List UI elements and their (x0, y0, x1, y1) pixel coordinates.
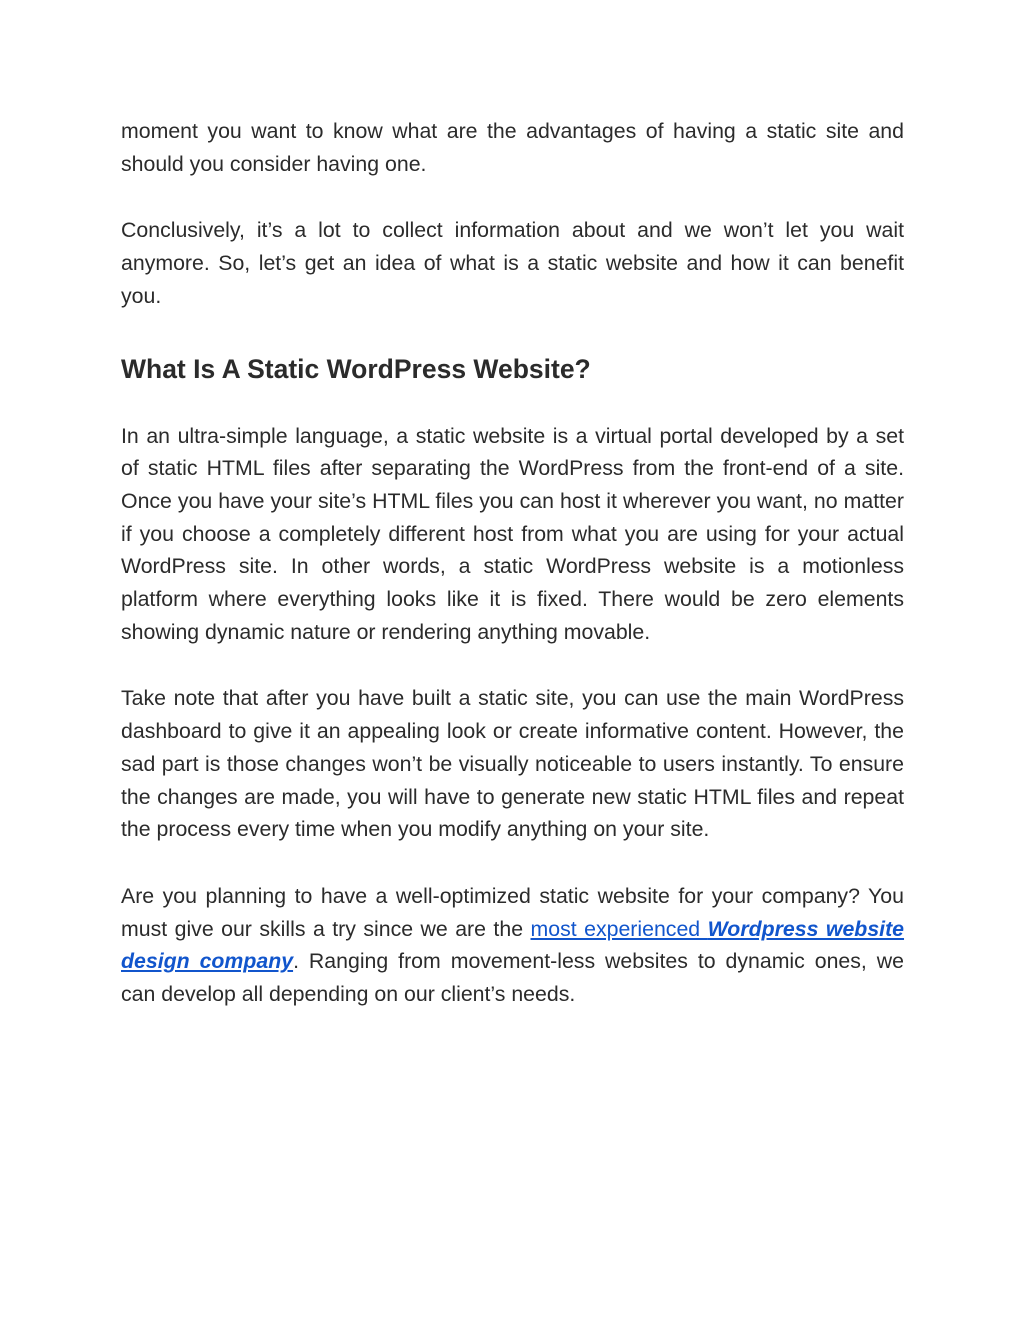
paragraph-cta (121, 880, 904, 1011)
paragraph-intro-tail: moment you want to know what are the advantages of having a static site and should you consider having one. (121, 119, 904, 176)
cta-text-end: . Ranging from movement-less websites to dynamic ones, we can develop all depending on our client’s needs. (121, 949, 904, 1007)
paragraph-definition: In an ultra-simple language, a static website is a virtual portal developed by a set of static HTML files after separating the WordPress from the front-end of a site. Once you have your site’s HTML files you can host it wherever you want, no matter if you choose a completely different host from what you are using for your actual WordPress site. In other words, a static WordPress website is a motionless platform where everything looks like it is fixed. There would be zero elements showing dynamic nature or rendering anything movable. (121, 423, 904, 644)
paragraph-conclusively: Conclusively, it’s a lot to collect information about and we won’t let you wait anymore. So, let’s get an idea of what is a static website and how it can benefit you. (121, 218, 904, 308)
paragraph-note: Take note that after you have built a static site, you can use the main WordPress dashboard to give it an appealing look or create informative content. However, the sad part is those changes won’t be visually noticeable to users instantly. To ensure the changes are made, you will have to generate new static HTML files and repeat the process every time when you modify anything on your site. (121, 686, 904, 842)
wordpress-design-company-link[interactable]: Wordpress website design company (121, 916, 905, 974)
section-heading: What Is A Static WordPress Website? (121, 353, 591, 384)
document-body (121, 115, 904, 1011)
most-experienced-link[interactable]: most experienced (530, 916, 708, 941)
cta-text-start: Are you planning to have a well-optimized static website for your company? You must give our skills a try since we are the (121, 883, 904, 941)
